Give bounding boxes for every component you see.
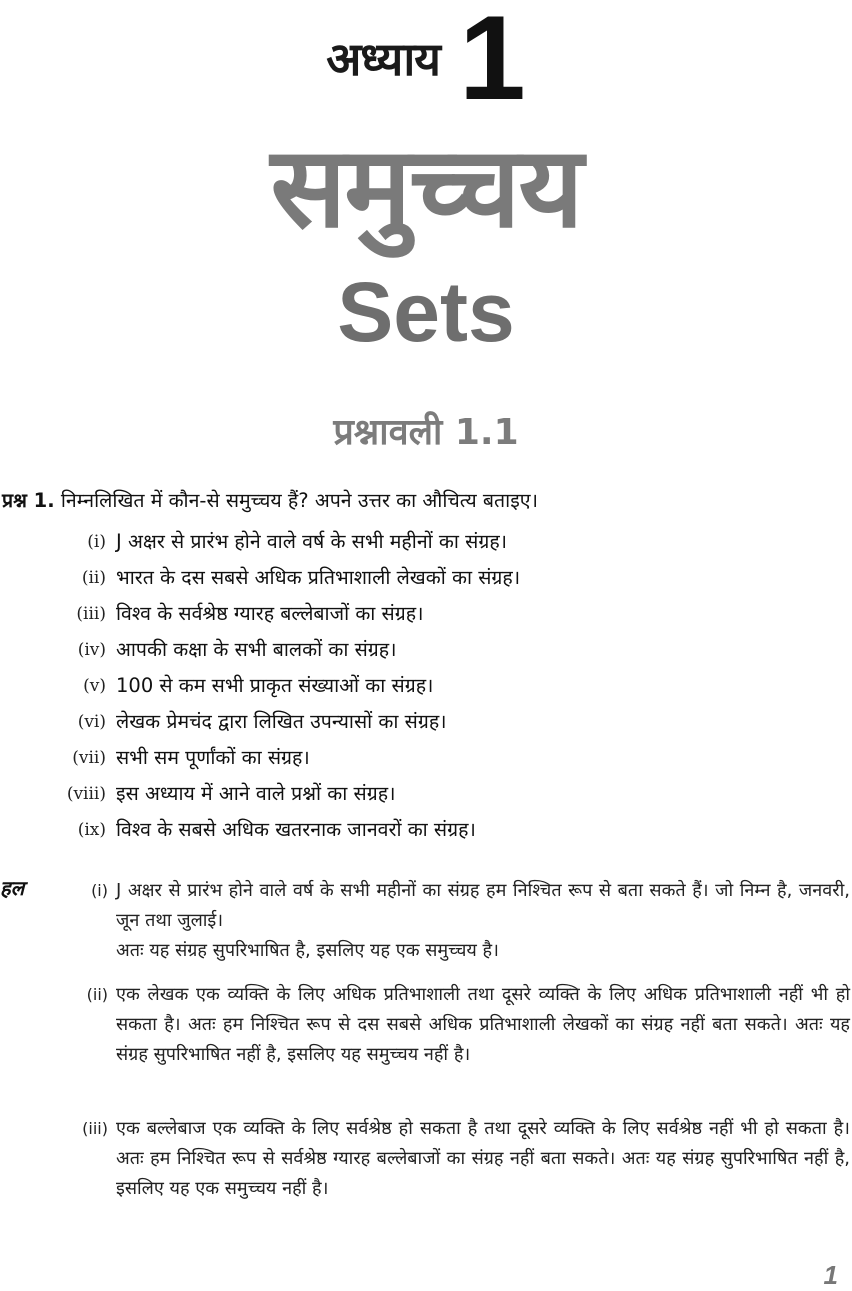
solution-part-number: (ii) (86, 985, 108, 1004)
item-text: 100 से कम सभी प्राकृत संख्याओं का संग्रह। (116, 674, 434, 697)
item-number: (vii) (72, 748, 106, 768)
solution-part-number: (i) (91, 881, 108, 900)
list-item (0, 776, 852, 812)
item-number: (vi) (77, 712, 106, 732)
solution-part (70, 876, 850, 966)
item-number: (v) (83, 676, 106, 696)
question-label: प्रश्न 1. (2, 489, 55, 512)
list-item (0, 668, 852, 704)
solution-label: हल (0, 876, 25, 900)
item-number: (iii) (76, 604, 106, 624)
chapter-number: 1 (459, 0, 526, 125)
item-text: विश्व के सर्वश्रेष्ठ ग्यारह बल्लेबाजों का संग्रह। (116, 602, 424, 625)
item-text: इस अध्याय में आने वाले प्रश्नों का संग्रह। (116, 782, 396, 805)
question-text: निम्नलिखित में कौन-से समुच्चय हैं? अपने उत्तर का औचित्य बताइए। (60, 489, 538, 512)
chapter-word: अध्याय (326, 32, 440, 86)
item-number: (ii) (81, 568, 106, 588)
list-item (0, 740, 852, 776)
list-item (0, 596, 852, 632)
list-item (0, 632, 852, 668)
item-text: सभी सम पूर्णांकों का संग्रह। (116, 746, 310, 769)
list-item (0, 560, 852, 596)
chapter-title-hindi: समुच्चय (270, 123, 582, 253)
solution-text: अतः यह संग्रह सुपरिभाषित है, इसलिए यह एक समुच्चय है। (116, 940, 499, 961)
item-number: (iv) (77, 640, 106, 660)
solution-part (70, 980, 850, 1070)
chapter-heading (0, 0, 852, 125)
list-item (0, 812, 852, 848)
exercise-heading: प्रश्नावली 1.1 (333, 412, 519, 453)
item-number: (ix) (77, 820, 106, 840)
item-number: (i) (87, 532, 106, 552)
solution-part-number: (iii) (82, 1119, 108, 1138)
item-text: आपकी कक्षा के सभी बालकों का संग्रह। (116, 638, 397, 661)
solution-part (70, 1114, 850, 1204)
list-item (0, 524, 852, 560)
question-1 (2, 486, 847, 516)
list-item (0, 704, 852, 740)
item-text: भारत के दस सबसे अधिक प्रतिभाशाली लेखकों का संग्रह। (116, 566, 521, 589)
page-number: 1 (823, 1260, 838, 1290)
solution-text: J अक्षर से प्रारंभ होने वाले वर्ष के सभी महीनों का संग्रह हम निश्चित रूप से बता सकते हैं। जो निम्न है, जनवरी, जून तथा जुलाई। (116, 880, 850, 931)
solution-text: एक लेखक एक व्यक्ति के लिए अधिक प्रतिभाशाली तथा दूसरे व्यक्ति के लिए अधिक प्रतिभाशाली नहीं भी हो सकता है। अतः हम निश्चित रूप से दस सबसे अधिक प्रतिभाशाली लेखकों का संग्रह नहीं बता सकते। अतः यह संग्रह सुपरिभाषित नहीं है, इसलिए यह समुच्चय नहीं है। (116, 984, 850, 1065)
item-text: विश्व के सबसे अधिक खतरनाक जानवरों का संग्रह। (116, 818, 476, 841)
item-text: J अक्षर से प्रारंभ होने वाले वर्ष के सभी महीनों का संग्रह। (116, 530, 508, 553)
item-number: (viii) (66, 784, 106, 804)
solution-text: एक बल्लेबाज एक व्यक्ति के लिए सर्वश्रेष्ठ हो सकता है तथा दूसरे व्यक्ति के लिए सर्वश्रेष्ठ नहीं भी हो सकता है। अतः हम निश्चित रूप से सर्वश्रेष्ठ ग्यारह बल्लेबाजों का संग्रह नहीं बता सकते। अतः यह संग्रह सुपरिभाषित नहीं है, इसलिए यह एक समुच्चय नहीं है। (116, 1118, 850, 1199)
chapter-title-english: Sets (337, 265, 515, 359)
item-text: लेखक प्रेमचंद द्वारा लिखित उपन्यासों का संग्रह। (116, 710, 447, 733)
